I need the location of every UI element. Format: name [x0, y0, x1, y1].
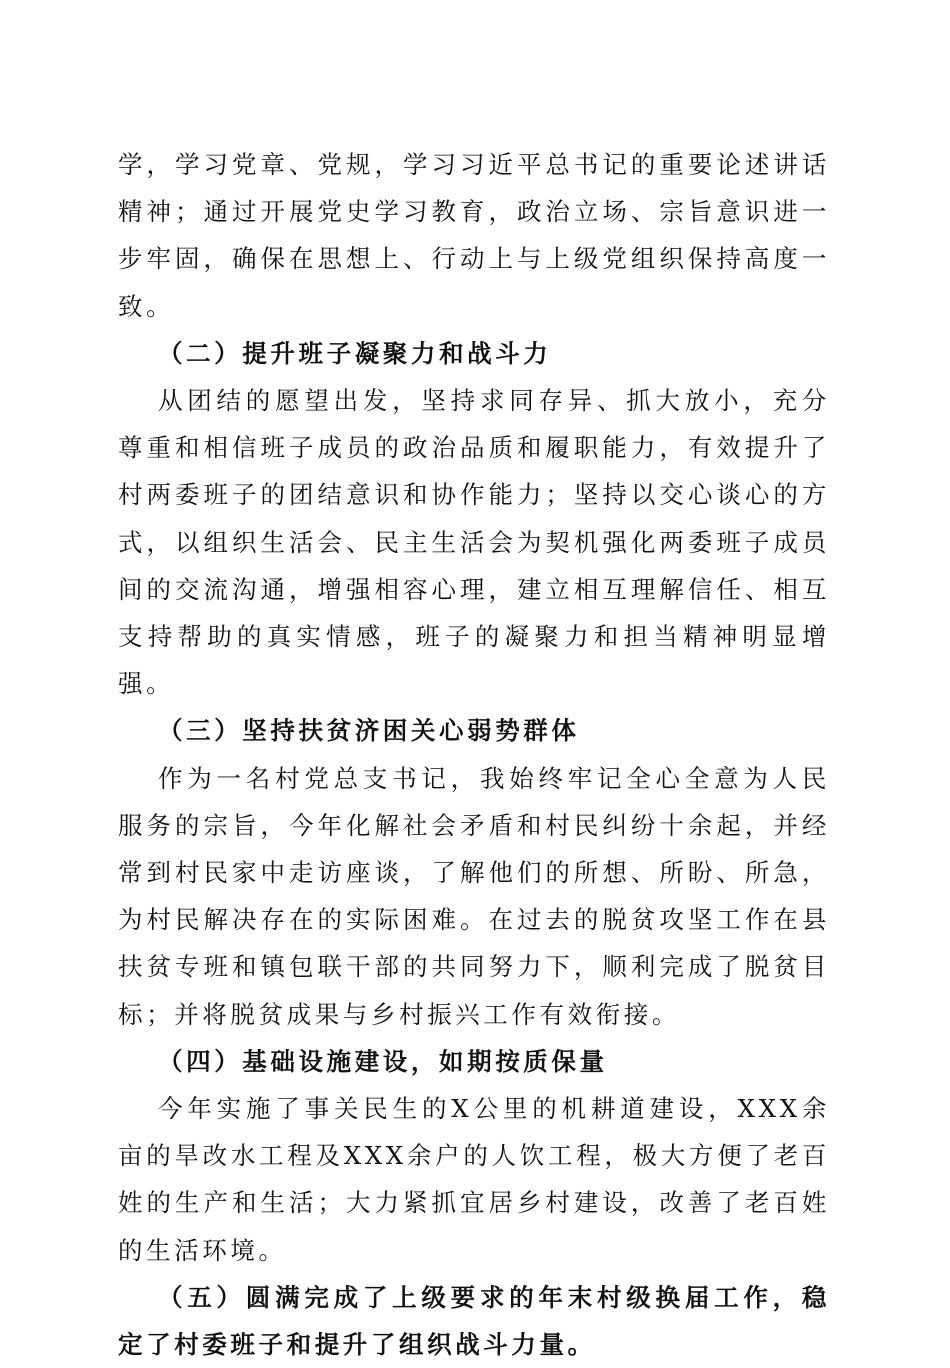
document-body	[118, 141, 830, 1368]
paragraph-party-study: 学，学习党章、党规，学习习近平总书记的重要论述讲话精神；通过开展党史学习教育，政治立场、宗旨意识进一步牢固，确保在思想上、行动上与上级党组织保持高度一致。	[118, 150, 830, 321]
section-heading-3: （三）坚持扶贫济困关心弱势群体	[158, 716, 580, 746]
section-heading-5: （五）圆满完成了上级要求的年末村级换届工作，稳定了村委班子和提升了组织战斗力量。	[118, 1282, 830, 1360]
section-heading-4: （四）基础设施建设，如期按质保量	[158, 1046, 608, 1076]
paragraph-team-cohesion: 从团结的愿望出发，坚持求同存异、抓大放小，充分尊重和相信班子成员的政治品质和履职能力，有效提升了村两委班子的团结意识和协作能力；坚持以交心谈心的方式，以组织生活会、民主生活会为契机强化两委班子成员间的交流沟通，增强相容心理，建立相互理解信任、相互支持帮助的真实情感，班子的凝聚力和担当精神明显增强。	[118, 386, 830, 699]
paragraph-poverty-relief: 作为一名村党总支书记，我始终牢记全心全意为人民服务的宗旨，今年化解社会矛盾和村民纠纷十余起，并经常到村民家中走访座谈，了解他们的所想、所盼、所急，为村民解决存在的实际困难。在过去的脱贫攻坚工作在县扶贫专班和镇包联干部的共同努力下，顺利完成了脱贫目标；并将脱贫成果与乡村振兴工作有效衔接。	[118, 763, 830, 1029]
paragraph-infrastructure: 今年实施了事关民生的X公里的机耕道建设，XXX余亩的旱改水工程及XXX余户的人饮工程，极大方便了老百姓的生产和生活；大力紧抓宜居乡村建设，改善了老百姓的生活环境。	[118, 1094, 830, 1265]
section-heading-2: （二）提升班子凝聚力和战斗力	[158, 338, 552, 368]
